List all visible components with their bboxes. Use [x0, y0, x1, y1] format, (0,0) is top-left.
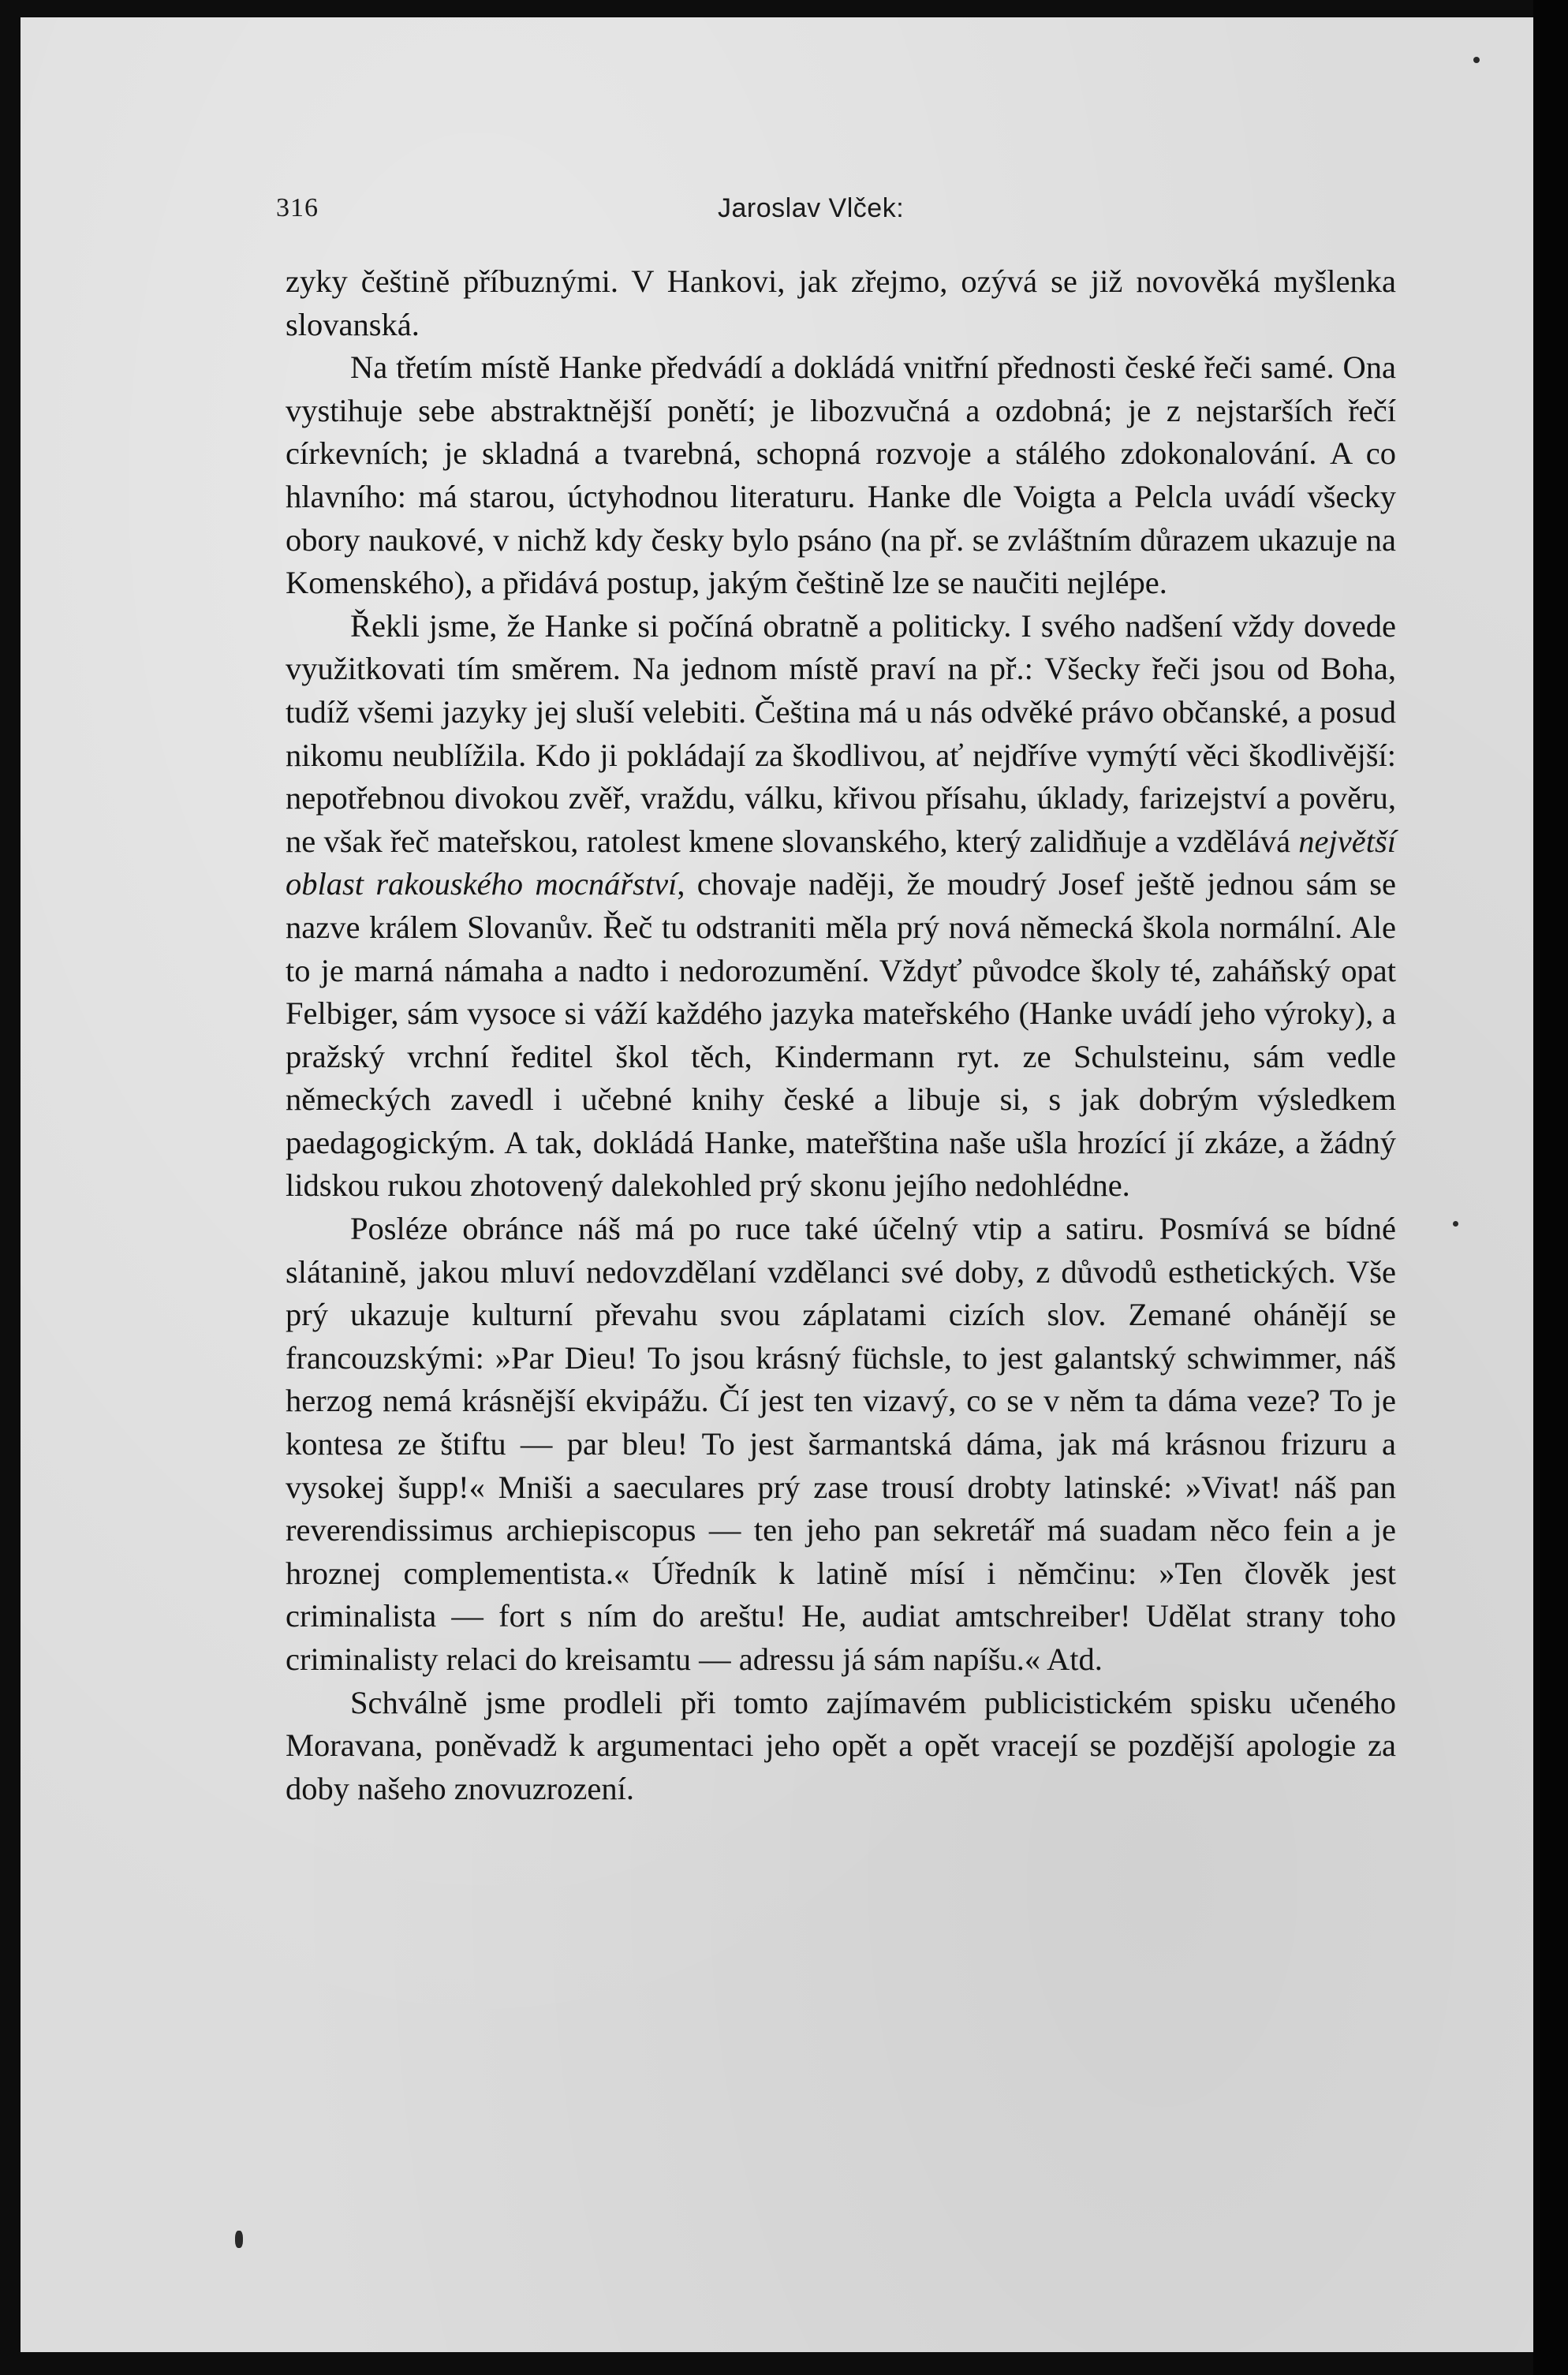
paragraph-text: Posléze obránce náš má po ruce také účelný vtip a satiru. Posmívá se bídné slátanině, jakou mluví nedovzdělaní vzdělanci své doby, z důvodů esthetických. Vše prý ukazuje kulturní převahu svou záplatami cizích slov. Zemané ohánějí se francouzskými: »Par Dieu! To jsou krásný füchsle, to jest galantský schwimmer, náš herzog nemá krásnější ekvipážu. Čí jest ten vizavý, co se v něm ta dáma veze? To je kontesa ze štiftu — par bleu! To jest šarmantská dáma, jak má krásnou frizuru a vysokej šupp!« Mniši a saeculares prý zase trousí drobty latinské: »Vivat! náš pan reverendissimus archiepiscopus — ten jeho pan sekretář má suadam něco fein a je hroznej complementista.« Úředník k latině mísí i němčinu: »Ten člověk jest criminalista — fort s ním do areštu! He, audiat amtschreiber! Udělat strany toho criminalisty relaci do kreisamtu — adressu já sám napíšu.« Atd.: [286, 1211, 1396, 1677]
italic-emphasis: největší oblast rakouského mocnářství: [286, 823, 1396, 902]
paragraph-text: Na třetím místě Hanke předvádí a dokládá vnitřní přednosti české řeči samé. Ona vystihuje sebe abstraktnější ponětí; je libozvučná a ozdobná; je z nejstarších řečí církevních; je skladná a tvarebná, schopná rozvoje a stálého zdokonalování. A co hlavního: má starou, úctyhodnou literaturu. Hanke dle Voigta a Pelcla uvádí všecky obory naukové, v nichž kdy česky bylo psáno (na př. se zvláštním důrazem ukazuje na Komenského), a přidává postup, jakým češtině lze se naučiti nejlépe.: [286, 349, 1396, 601]
paragraph-text: Řekli jsme, že Hanke si počíná obratně a politicky. I svého nadšení vždy dovede využitkovati tím směrem. Na jednom místě praví na př.: Všecky řeči jsou od Boha, tudíž všemi jazyky jej sluší velebiti. Čeština má u nás odvěké právo občanské, a posud nikomu neublížila. Kdo ji pokládají za škodlivou, ať nejdříve vymýtí věci škodlivější: nepotřebnou divokou zvěř, vraždu, válku, křivou přísahu, úklady, farizejství a pověru, ne však řeč mateřskou, ratolest kmene slovanského, který zalidňuje a vzdělává: [286, 607, 1396, 859]
ink-speck: [1473, 57, 1480, 63]
paragraph: [286, 260, 1396, 346]
page-header: [276, 193, 1380, 241]
body-text: [286, 260, 1396, 1810]
paragraph: [286, 346, 1396, 605]
paragraph: [286, 1208, 1396, 1682]
ink-speck: [1453, 1221, 1458, 1227]
scan-border: [1533, 0, 1568, 2375]
running-head: Jaroslav Vlček:: [718, 193, 905, 223]
ink-speck: [235, 2231, 243, 2248]
paragraph-text: , chovaje naději, že moudrý Josef ještě jednou sám se nazve králem Slovanův. Řeč tu odstraniti měla prý nová německá škola normální. Ale to je marná námaha a nadto i nedorozumění. Vždyť původce školy té, zaháňský opat Felbiger, sám vysoce si váží každého jazyka mateřského (Hanke uvádí jeho výroky), a pražský vrchní ředitel škol těch, Kindermann ryt. ze Schulsteinu, sám vedle německých zavedl i učebné knihy české a libuje si, s jak dobrým výsledkem paedagogickým. A tak, dokládá Hanke, mateřština naše ušla hrozící jí zkáze, a žádný lidskou rukou zhotovený dalekohled prý skonu jejího nedohlédne.: [286, 866, 1396, 1204]
paragraph: [286, 1682, 1396, 1811]
paragraph-text: zyky češtině příbuznými. V Hankovi, jak zřejmo, ozývá se již novověká myšlenka slovanská.: [286, 263, 1396, 342]
page-number: 316: [276, 193, 319, 222]
paragraph-text: Schválně jsme prodleli při tomto zajímavém publicistickém spisku učeného Moravana, poněvadž k argumentaci jeho opět a opět vracejí se pozdější apologie za doby našeho znovuzrození.: [286, 1684, 1396, 1806]
paragraph: [286, 605, 1396, 1208]
